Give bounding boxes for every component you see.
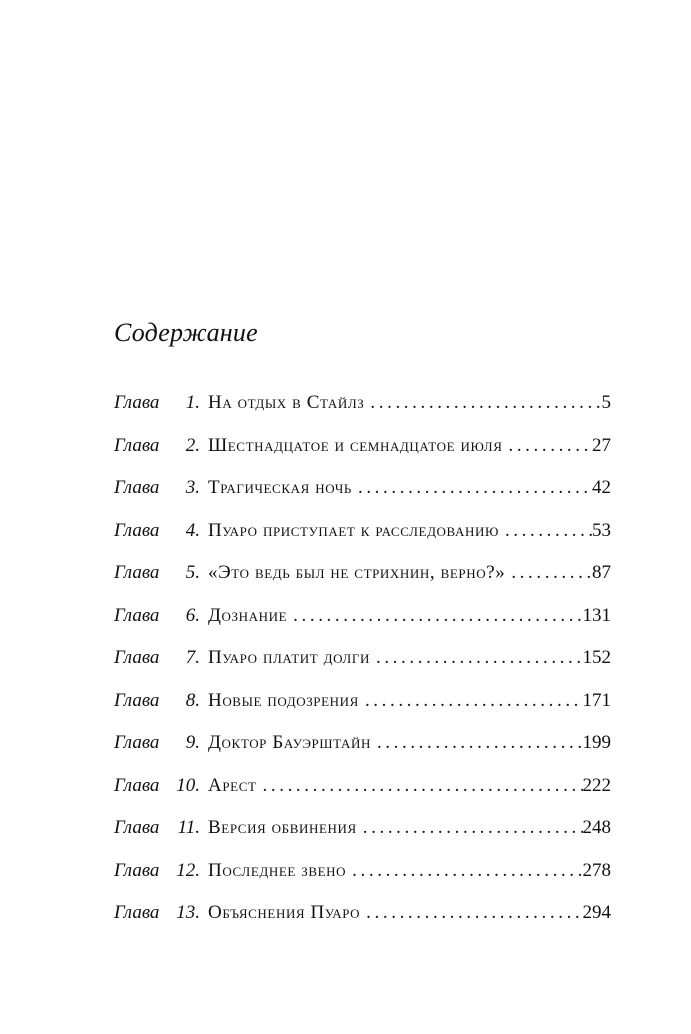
chapter-word: Глава <box>114 689 160 711</box>
chapter-word: Глава <box>114 519 160 541</box>
dot-leader <box>502 431 592 461</box>
dot-leader <box>257 771 583 801</box>
chapter-title: Арест <box>208 774 257 796</box>
chapter-title: Новые подозрения <box>208 689 359 711</box>
page-number: 131 <box>582 604 611 626</box>
page-number: 152 <box>582 647 611 668</box>
chapter-number: 6. <box>185 604 200 626</box>
chapter-number: 5. <box>185 562 200 583</box>
toc-entry-2[interactable] <box>114 431 611 474</box>
chapter-title: Объяснения Пуаро <box>208 902 361 923</box>
chapter-number: 13. <box>176 902 200 923</box>
page-number: 42 <box>592 477 611 498</box>
chapter-word: Глава <box>114 434 160 456</box>
page-number: 278 <box>582 859 611 881</box>
chapter-word: Глава <box>114 647 160 668</box>
chapter-word: Глава <box>114 817 160 838</box>
dot-leader <box>357 813 583 843</box>
chapter-word: Глава <box>114 732 160 753</box>
toc-entry-8[interactable] <box>114 686 611 729</box>
dot-leader <box>352 473 592 503</box>
dot-leader <box>370 643 583 673</box>
page-number: 294 <box>582 902 611 923</box>
toc-entry-6[interactable] <box>114 601 611 644</box>
chapter-number: 4. <box>185 519 200 541</box>
page-number: 27 <box>592 434 611 456</box>
chapter-title: Версия обвинения <box>208 817 357 838</box>
page-number: 248 <box>582 817 611 838</box>
chapter-title: На отдых в Стайлз <box>208 392 365 413</box>
chapter-word: Глава <box>114 392 160 413</box>
dot-leader <box>499 516 592 546</box>
chapter-title: Дознание <box>208 604 288 626</box>
dot-leader <box>360 898 582 928</box>
dot-leader <box>346 856 582 886</box>
chapter-title: Последнее звено <box>208 859 347 881</box>
dot-leader <box>287 601 582 631</box>
chapter-title: Шестнадцатое и семнадцатое июля <box>208 434 503 456</box>
page-number: 199 <box>582 732 611 753</box>
chapter-word: Глава <box>114 902 160 923</box>
dot-leader <box>364 388 601 418</box>
toc-entry-5[interactable] <box>114 558 611 601</box>
page-number: 87 <box>592 562 611 583</box>
toc-entry-3[interactable] <box>114 473 611 516</box>
chapter-title: Доктор Бауэрштайн <box>208 732 371 753</box>
chapter-word: Глава <box>114 859 160 881</box>
toc-entry-11[interactable] <box>114 813 611 856</box>
page-number: 5 <box>601 392 611 413</box>
chapter-number: 2. <box>185 434 200 456</box>
chapter-number: 1. <box>185 392 200 413</box>
dot-leader <box>371 728 583 758</box>
toc-entry-7[interactable] <box>114 643 611 686</box>
toc-entry-10[interactable] <box>114 771 611 814</box>
toc-entry-9[interactable] <box>114 728 611 771</box>
chapter-title: Пуаро приступает к расследованию <box>208 519 499 541</box>
toc-entry-12[interactable] <box>114 856 611 899</box>
chapter-number: 12. <box>176 859 200 881</box>
dot-leader <box>505 558 592 588</box>
chapter-word: Глава <box>114 604 160 626</box>
page-number: 222 <box>582 774 611 796</box>
dot-leader <box>359 686 583 716</box>
chapter-number: 9. <box>185 732 200 753</box>
page-title: Содержание <box>114 318 258 347</box>
chapter-number: 11. <box>177 817 200 838</box>
toc-entry-4[interactable] <box>114 516 611 559</box>
chapter-number: 10. <box>176 774 200 796</box>
chapter-title: Пуаро платит долги <box>208 647 370 668</box>
chapter-number: 3. <box>185 477 200 498</box>
chapter-title: Трагическая ночь <box>208 477 352 498</box>
table-of-contents <box>114 388 611 941</box>
toc-entry-13[interactable] <box>114 898 611 941</box>
page-number: 53 <box>592 519 611 541</box>
chapter-number: 7. <box>185 647 200 668</box>
page-number: 171 <box>582 689 611 711</box>
chapter-title: «Это ведь был не стрихнин, верно?» <box>208 562 506 583</box>
chapter-word: Глава <box>114 477 160 498</box>
toc-entry-1[interactable] <box>114 388 611 431</box>
chapter-word: Глава <box>114 562 160 583</box>
chapter-number: 8. <box>185 689 200 711</box>
chapter-word: Глава <box>114 774 160 796</box>
